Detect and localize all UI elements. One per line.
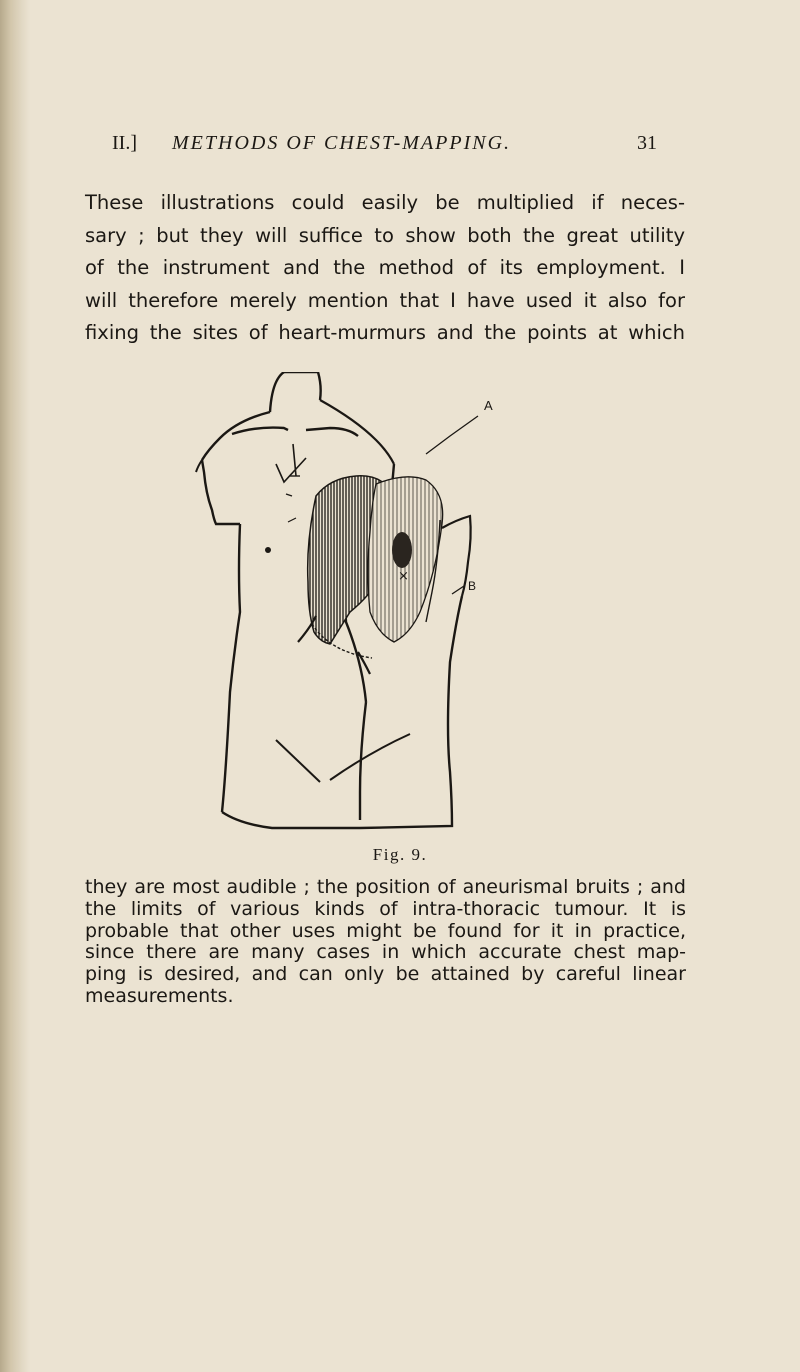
running-header bbox=[0, 132, 800, 162]
paragraph-top bbox=[85, 187, 685, 350]
text-line: fixing the sites of heart-murmurs and the points at which bbox=[85, 321, 685, 344]
text-line: ping is desired, and can only be attained by careful linear bbox=[85, 963, 686, 986]
text-line: sary ; but they will suffice to show both the great utility bbox=[85, 223, 685, 247]
figure-caption: Fig. 9. bbox=[372, 845, 428, 864]
neck-right-line bbox=[284, 372, 321, 400]
running-title: METHODS OF CHEST-MAPPING. bbox=[172, 132, 512, 154]
point-marker bbox=[265, 547, 271, 553]
right-body-contour bbox=[360, 596, 462, 828]
paragraph-bottom bbox=[85, 877, 686, 1008]
left-shoulder-line bbox=[202, 412, 270, 460]
right-rib-line bbox=[330, 734, 410, 780]
text-line: probable that other uses might be found for it in practice, bbox=[85, 919, 686, 942]
sternum-tick bbox=[286, 494, 292, 496]
collar-line-left bbox=[276, 458, 306, 482]
text-line: These illustrations could easily be multiplied if neces- bbox=[85, 191, 685, 214]
left-outer-tip bbox=[196, 460, 202, 472]
chest-diagram-figure bbox=[180, 372, 560, 840]
left-clavicle bbox=[232, 428, 288, 434]
right-shoulder-line bbox=[320, 400, 394, 464]
sternum-tick bbox=[288, 518, 296, 522]
dark-core-spot bbox=[392, 532, 412, 568]
pointer-line-a bbox=[426, 416, 478, 454]
text-line: will therefore merely mention that I have used it also for bbox=[85, 288, 685, 312]
text-line: measurements. bbox=[85, 984, 234, 1007]
page-number: 31 bbox=[637, 132, 657, 154]
label-b: B bbox=[468, 579, 477, 593]
text-line: of the instrument and the method of its employment. I bbox=[85, 256, 685, 279]
text-line: the limits of various kinds of intra-thoracic tumour. It is bbox=[85, 897, 686, 920]
text-line: they are most audible ; the position of aneurismal bruits ; and bbox=[85, 876, 686, 898]
left-rib-line bbox=[276, 740, 320, 782]
right-upper-contour bbox=[442, 516, 471, 596]
chest-outline-illustration bbox=[180, 372, 560, 840]
neck-left-line bbox=[270, 372, 284, 412]
waist-line bbox=[222, 812, 360, 828]
page-edge-shadow bbox=[0, 0, 30, 1372]
left-arm-line bbox=[202, 460, 240, 524]
left-side-line bbox=[222, 524, 240, 812]
chapter-number: II.] bbox=[112, 132, 137, 154]
cross-mark: × bbox=[398, 569, 409, 584]
right-clavicle bbox=[306, 428, 358, 436]
text-line: since there are many cases in which accurate chest map- bbox=[85, 941, 686, 964]
label-a: A bbox=[484, 398, 493, 413]
